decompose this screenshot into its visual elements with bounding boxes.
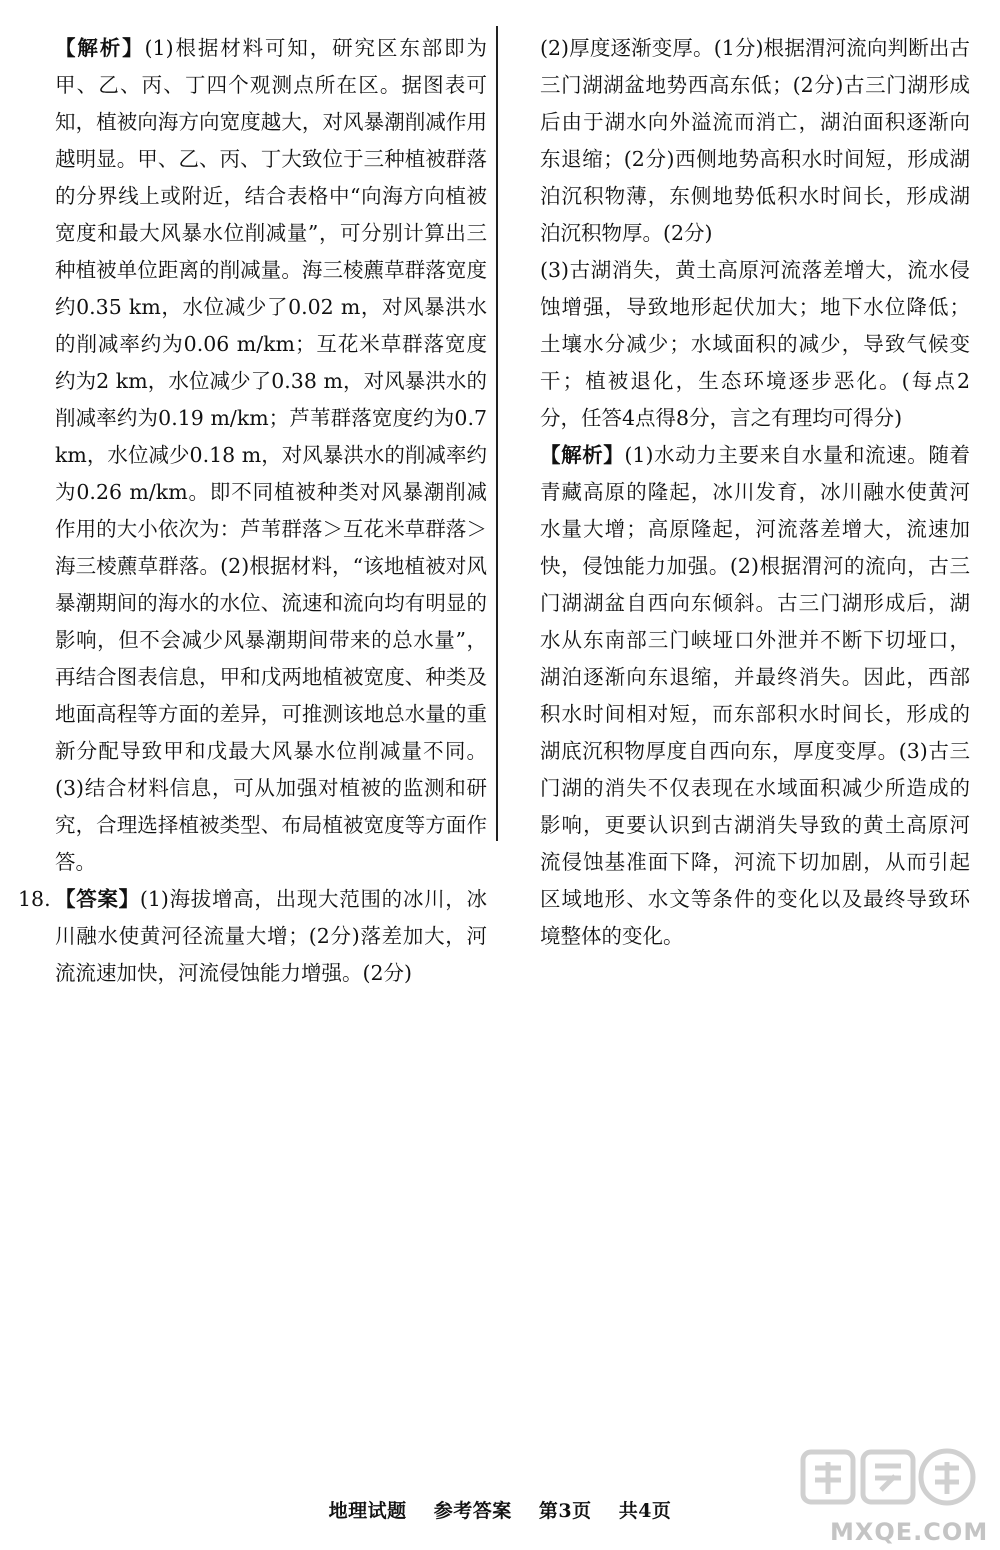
right-column [540, 30, 970, 955]
answer-part-3: (3)古湖消失，黄土高原河流落差增大，流水侵蚀增强，导致地形起伏加大；地下水位降低；土壤水分减少；水域面积的减少，导致气候变干；植被退化，生态环境逐步恶化。(每点2分，任答4点得8分，言之有理均可得分) [540, 258, 970, 430]
analysis-label: 【解析】 [55, 36, 145, 60]
footer-total: 共4页 [618, 1500, 672, 1522]
left-column [18, 30, 488, 992]
column-divider [496, 26, 498, 841]
watermark-text: MXQE.COM [830, 1518, 989, 1546]
question-number: 18. [18, 887, 51, 911]
footer-doc-type: 参考答案 [433, 1500, 512, 1522]
answer-part-2: (2)厚度逐渐变厚。(1分)根据渭河流向判断出古三门湖湖盆地势西高东低；(2分)古三门湖形成后由于湖水向外溢流而消亡，湖泊面积逐渐向东退缩；(2分)西侧地势高积水时间短，形成湖泊沉积物薄，东侧地势低积水时间长，形成湖泊沉积物厚。(2分) [540, 36, 970, 245]
question-18-answer [18, 881, 488, 992]
answer-label: 【答案】 [55, 887, 140, 911]
footer-subject: 地理试题 [328, 1500, 407, 1522]
analysis-17 [55, 30, 487, 881]
analysis-18 [540, 437, 970, 955]
analysis-text: (1)根据材料可知，研究区东部即为甲、乙、丙、丁四个观测点所在区。据图表可知，植被向海方向宽度越大，对风暴潮削减作用越明显。甲、乙、丙、丁大致位于三种植被群落的分界线上或附近，结合表格中“向海方向植被宽度和最大风暴水位削减量”，可分别计算出三种植被单位距离的削减量。海三棱藨草群落宽度约0.35 km，水位减少了0.02 m，对风暴洪水的削减率约为0.06 m/km；互花米草群落宽度约为2 km，水位减少了0.38 m，对风暴洪水的削减率约为0.19 m/km；芦苇群落宽度约为0.7 km，水位减少0.18 m，对风暴洪水的削减率约为0.26 m/km。即不同植被种类对风暴潮削减作用的大小依次为：芦苇群落＞互花米草群落＞海三棱藨草群落。(2)根据材料，“该地植被对风暴潮期间的海水的水位、流速和流向均有明显的影响，但不会减少风暴潮期间带来的总水量”，再结合图表信息，甲和戊两地植被宽度、种类及地面高程等方面的差异，可推测该地总水量的重新分配导致甲和戊最大风暴水位削减量不同。(3)结合材料信息，可从加强对植被的监测和研究，合理选择植被类型、布局植被宽度等方面作答。 [55, 36, 487, 874]
answer-text: (1)海拔增高，出现大范围的冰川，冰川融水使黄河径流量大增；(2分)落差加大，河流流速加快，河流侵蚀能力增强。(2分) [55, 887, 488, 985]
footer-page: 第3页 [538, 1500, 592, 1522]
analysis-label: 【解析】 [540, 443, 625, 467]
analysis-text: (1)水动力主要来自水量和流速。随着青藏高原的隆起，冰川发育，冰川融水使黄河水量大增；高原隆起，河流落差增大，流速加快，侵蚀能力加强。(2)根据渭河的流向，古三门湖湖盆自西向东倾斜。古三门湖形成后，湖水从东南部三门峡垭口外泄并不断下切垭口，湖泊逐渐向东退缩，并最终消失。因此，西部积水时间相对短，而东部积水时间长，形成的湖底沉积物厚度自西向东，厚度变厚。(3)古三门湖的消失不仅表现在水域面积减少所造成的影响，更要认识到古湖消失导致的黄土高原河流侵蚀基准面下降，河流下切加剧，从而引起区域地形、水文等条件的变化以及最终导致环境整体的变化。 [540, 443, 971, 948]
